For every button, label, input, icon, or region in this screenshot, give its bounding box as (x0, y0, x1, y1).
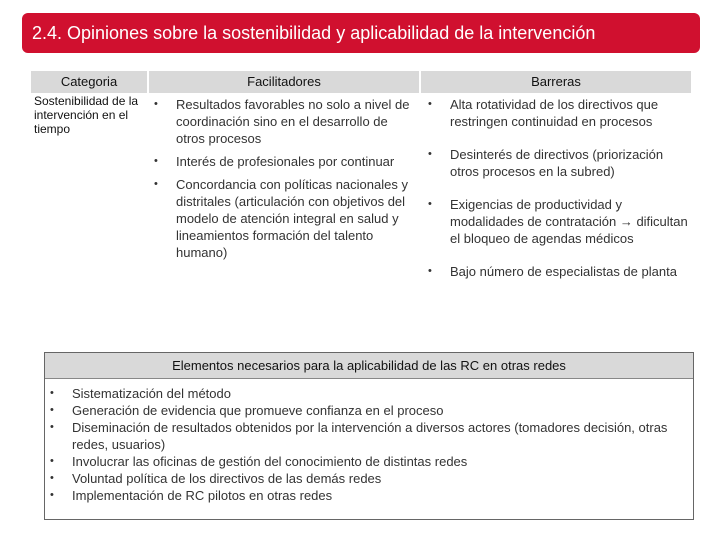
header-barreras: Barreras (421, 71, 691, 93)
barrera-item: • Exigencias de productividad y modalidades de contratación → dificultan el bloqueo de agendas médicos (424, 196, 694, 247)
elementos-box (44, 352, 694, 520)
barrera-item: • Alta rotatividad de los directivos que restringen continuidad en procesos (424, 96, 694, 130)
elementos-list (45, 385, 693, 504)
barrera-item: • Desinterés de directivos (priorización otros procesos en la subred) (424, 146, 694, 180)
elemento-item: • Voluntad política de los directivos de las demás redes (45, 470, 693, 487)
facilitador-item: • Resultados favorables no solo a nivel de coordinación sino en el desarrollo de otros procesos (150, 96, 418, 147)
barrera-item: • Bajo número de especialistas de planta (424, 263, 694, 280)
elemento-item: • Implementación de RC pilotos en otras redes (45, 487, 693, 504)
elemento-item: • Involucrar las oficinas de gestión del conocimiento de distintas redes (45, 453, 693, 470)
elemento-item: • Diseminación de resultados obtenidos por la intervención a diversos actores (tomadores decisión, otras redes, usuarios) (45, 419, 693, 453)
page-title: 2.4. Opiniones sobre la sostenibilidad y aplicabilidad de la intervención (22, 13, 700, 53)
header-categoria: Categoria (31, 71, 147, 93)
elemento-item: • Generación de evidencia que promueve confianza en el proceso (45, 402, 693, 419)
barreras-list (424, 96, 694, 280)
facilitador-item: • Concordancia con políticas nacionales y distritales (articulación con objetivos del modelo de atención integral en salud y lineamientos formación del talento humano) (150, 176, 418, 261)
header-facilitadores: Facilitadores (149, 71, 419, 93)
row-label-sostenibilidad: Sostenibilidad de la intervención en el tiempo (34, 94, 139, 136)
facilitadores-list (150, 96, 418, 261)
elemento-item: • Sistematización del método (45, 385, 693, 402)
facilitador-item: • Interés de profesionales por continuar (150, 153, 418, 170)
elementos-title: Elementos necesarios para la aplicabilidad de las RC en otras redes (45, 353, 693, 379)
